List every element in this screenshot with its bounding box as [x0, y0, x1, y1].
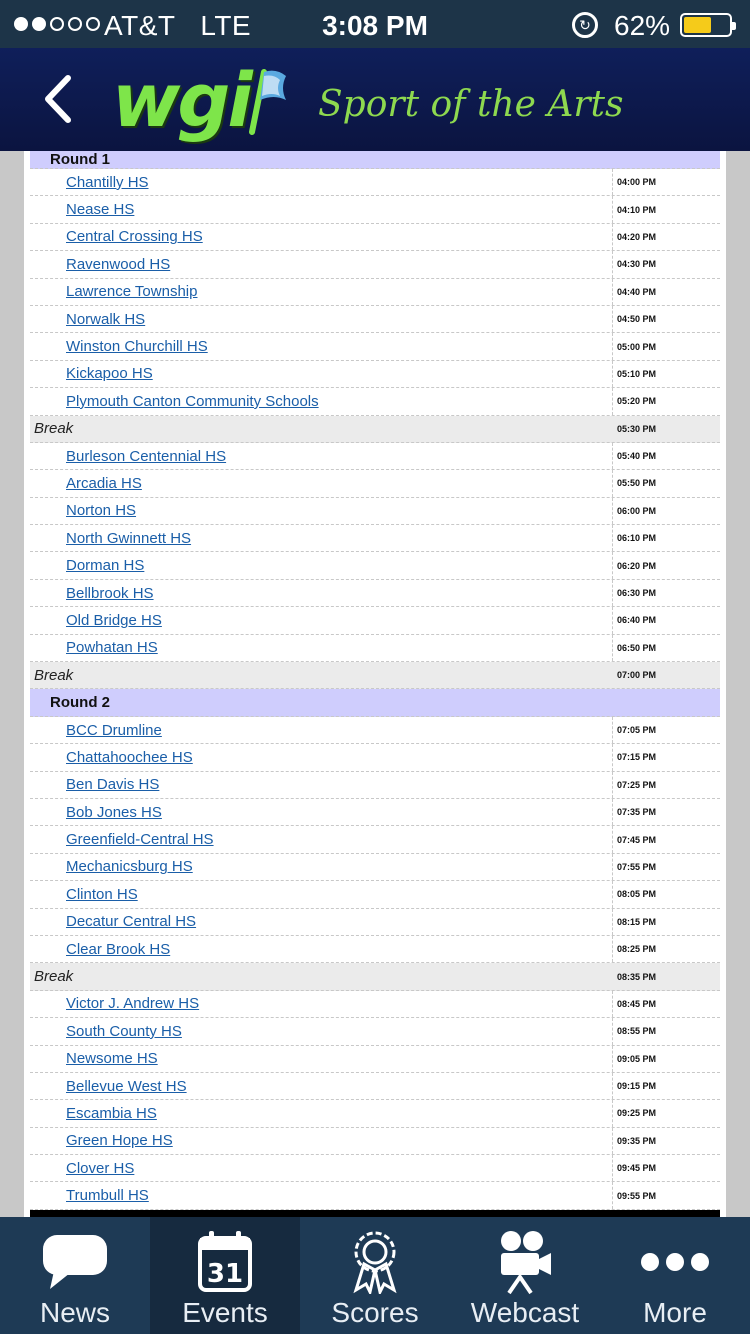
schedule-row	[30, 772, 720, 799]
team-link[interactable]: Trumbull HS	[30, 1182, 613, 1208]
team-link[interactable]: Green Hope HS	[30, 1128, 613, 1154]
team-link[interactable]: Old Bridge HS	[30, 607, 613, 633]
schedule-row	[30, 936, 720, 963]
battery-level-fill	[684, 17, 711, 33]
schedule-row	[30, 169, 720, 196]
battery-percentage: 62%	[614, 10, 671, 41]
break-label: Break	[34, 666, 74, 684]
schedule-row	[30, 470, 720, 497]
performance-time: 06:10 PM	[617, 533, 657, 544]
performance-time: 08:45 PM	[617, 998, 657, 1009]
performance-time: 08:05 PM	[617, 889, 657, 900]
performance-time: 05:40 PM	[617, 451, 657, 462]
performance-time: 04:00 PM	[617, 177, 657, 188]
tab-label: Webcast	[470, 1297, 580, 1328]
schedule-row	[30, 635, 720, 662]
back-button[interactable]	[30, 72, 84, 126]
calendar-icon	[150, 1229, 300, 1295]
performance-time: 09:05 PM	[617, 1053, 657, 1064]
schedule-row	[30, 607, 720, 634]
performance-time: 06:30 PM	[617, 588, 657, 599]
team-link[interactable]: Burleson Centennial HS	[30, 443, 613, 469]
schedule-row	[30, 909, 720, 936]
team-link[interactable]: Decatur Central HS	[30, 909, 613, 935]
app-header	[0, 48, 750, 151]
performance-time: 05:10 PM	[617, 368, 657, 379]
team-link[interactable]: Ravenwood HS	[30, 251, 613, 277]
team-link[interactable]: Norton HS	[30, 498, 613, 524]
break-time: 05:30 PM	[617, 423, 657, 434]
schedule-row	[30, 552, 720, 579]
team-link[interactable]: Newsome HS	[30, 1046, 613, 1072]
round-label: Round 1	[50, 151, 110, 168]
team-link[interactable]: Victor J. Andrew HS	[30, 991, 613, 1017]
performance-time: 04:50 PM	[617, 314, 657, 325]
tab-bar	[0, 1217, 750, 1334]
team-link[interactable]: Bob Jones HS	[30, 799, 613, 825]
next-section-header	[30, 1210, 720, 1217]
schedule-row	[30, 196, 720, 223]
schedule-row	[30, 717, 720, 744]
team-link[interactable]: Central Crossing HS	[30, 224, 613, 250]
schedule-row	[30, 1018, 720, 1045]
performance-time: 04:20 PM	[617, 231, 657, 242]
schedule-row	[30, 991, 720, 1018]
schedule-row	[30, 251, 720, 278]
team-link[interactable]: BCC Drumline	[30, 717, 613, 743]
performance-time: 09:25 PM	[617, 1108, 657, 1119]
team-link[interactable]: Clinton HS	[30, 881, 613, 907]
performance-time: 08:55 PM	[617, 1026, 657, 1037]
schedule-row	[30, 224, 720, 251]
speech-bubble-icon	[0, 1229, 150, 1295]
break-label: Break	[34, 968, 74, 986]
schedule-row	[30, 826, 720, 853]
performance-time: 06:00 PM	[617, 505, 657, 516]
schedule-row	[30, 306, 720, 333]
performance-time: 09:15 PM	[617, 1081, 657, 1092]
more-dots-icon	[600, 1229, 750, 1295]
break-row	[30, 662, 720, 689]
wgi-logo	[112, 56, 290, 146]
tab-label: More	[643, 1297, 707, 1328]
flag-icon	[246, 66, 290, 136]
schedule-panel	[24, 151, 726, 1217]
schedule-row	[30, 443, 720, 470]
schedule-row	[30, 799, 720, 826]
performance-time: 05:00 PM	[617, 341, 657, 352]
performance-time: 09:35 PM	[617, 1135, 657, 1146]
network-type: LTE	[200, 10, 252, 41]
schedule-row	[30, 881, 720, 908]
carrier-name: AT&T	[104, 10, 176, 41]
calendar-day-number: 31	[206, 1259, 244, 1289]
performance-time: 06:50 PM	[617, 642, 657, 653]
performance-time: 09:45 PM	[617, 1163, 657, 1174]
team-link[interactable]: Clear Brook HS	[30, 936, 613, 962]
performance-time: 04:30 PM	[617, 259, 657, 270]
tab-label: Events	[182, 1297, 268, 1328]
team-link[interactable]: Kickapoo HS	[30, 361, 613, 387]
tab-events[interactable]	[150, 1217, 300, 1334]
team-link[interactable]: South County HS	[30, 1018, 613, 1044]
tab-webcast[interactable]	[450, 1217, 600, 1334]
schedule-row	[30, 1073, 720, 1100]
team-link[interactable]: Lawrence Township	[30, 279, 613, 305]
schedule-row	[30, 1182, 720, 1209]
break-row	[30, 963, 720, 990]
schedule-row	[30, 744, 720, 771]
performance-time: 07:55 PM	[617, 861, 657, 872]
team-link[interactable]: Bellevue West HS	[30, 1073, 613, 1099]
break-label: Break	[34, 420, 74, 438]
performance-time: 08:15 PM	[617, 916, 657, 927]
team-link[interactable]: Bellbrook HS	[30, 580, 613, 606]
team-link[interactable]: North Gwinnett HS	[30, 525, 613, 551]
performance-time: 07:35 PM	[617, 807, 657, 818]
schedule-table	[30, 151, 720, 1217]
status-bar	[0, 0, 750, 48]
schedule-row	[30, 525, 720, 552]
performance-time: 06:40 PM	[617, 615, 657, 626]
performance-time: 08:25 PM	[617, 944, 657, 955]
tab-more[interactable]	[600, 1217, 750, 1334]
tab-news[interactable]	[0, 1217, 150, 1334]
video-camera-icon	[450, 1229, 600, 1295]
performance-time: 04:10 PM	[617, 204, 657, 215]
team-link[interactable]: Ben Davis HS	[30, 772, 613, 798]
team-link[interactable]: Winston Churchill HS	[30, 333, 613, 359]
chevron-left-icon	[40, 74, 74, 124]
team-link[interactable]: Chantilly HS	[30, 169, 613, 195]
team-link[interactable]: Escambia HS	[30, 1100, 613, 1126]
team-link[interactable]: Arcadia HS	[30, 470, 613, 496]
performance-time: 09:55 PM	[617, 1190, 657, 1201]
schedule-row	[30, 498, 720, 525]
performance-time: 04:40 PM	[617, 286, 657, 297]
break-row	[30, 416, 720, 443]
break-time: 08:35 PM	[617, 971, 657, 982]
performance-time: 05:20 PM	[617, 396, 657, 407]
round-header	[30, 151, 720, 169]
round-label: Round 2	[50, 694, 110, 712]
battery-icon	[680, 13, 732, 37]
schedule-row	[30, 1100, 720, 1127]
schedule-row	[30, 333, 720, 360]
team-link[interactable]: Norwalk HS	[30, 306, 613, 332]
schedule-row	[30, 580, 720, 607]
team-link[interactable]: Plymouth Canton Community Schools	[30, 388, 613, 414]
round-header	[30, 689, 720, 716]
team-link[interactable]: Powhatan HS	[30, 635, 613, 661]
award-ribbon-icon	[300, 1229, 450, 1295]
performance-time: 07:45 PM	[617, 834, 657, 845]
schedule-row	[30, 1128, 720, 1155]
schedule-row	[30, 1046, 720, 1073]
tagline: Sport of the Arts	[318, 84, 624, 125]
schedule-row	[30, 854, 720, 881]
team-link[interactable]: Mechanicsburg HS	[30, 854, 613, 880]
performance-time: 07:25 PM	[617, 779, 657, 790]
logo-text: wgi	[112, 58, 250, 144]
performance-time: 07:15 PM	[617, 752, 657, 763]
performance-time: 07:05 PM	[617, 725, 657, 735]
schedule-row	[30, 388, 720, 415]
team-link[interactable]: Clover HS	[30, 1155, 613, 1181]
battery-nub	[732, 22, 736, 30]
schedule-row	[30, 361, 720, 388]
break-time: 07:00 PM	[617, 670, 657, 681]
tab-label: News	[39, 1297, 110, 1328]
team-link[interactable]: Greenfield-Central HS	[30, 826, 613, 852]
performance-time: 05:50 PM	[617, 478, 657, 489]
tab-scores[interactable]	[300, 1217, 450, 1334]
team-link[interactable]: Chattahoochee HS	[30, 744, 613, 770]
schedule-row	[30, 1155, 720, 1182]
performance-time: 06:20 PM	[617, 560, 657, 571]
status-time: 3:08 PM	[322, 10, 428, 41]
rotation-lock-icon: ↻	[572, 12, 598, 38]
team-link[interactable]: Nease HS	[30, 196, 613, 222]
team-link[interactable]: Dorman HS	[30, 552, 613, 578]
tab-label: Scores	[331, 1297, 419, 1328]
schedule-row	[30, 279, 720, 306]
